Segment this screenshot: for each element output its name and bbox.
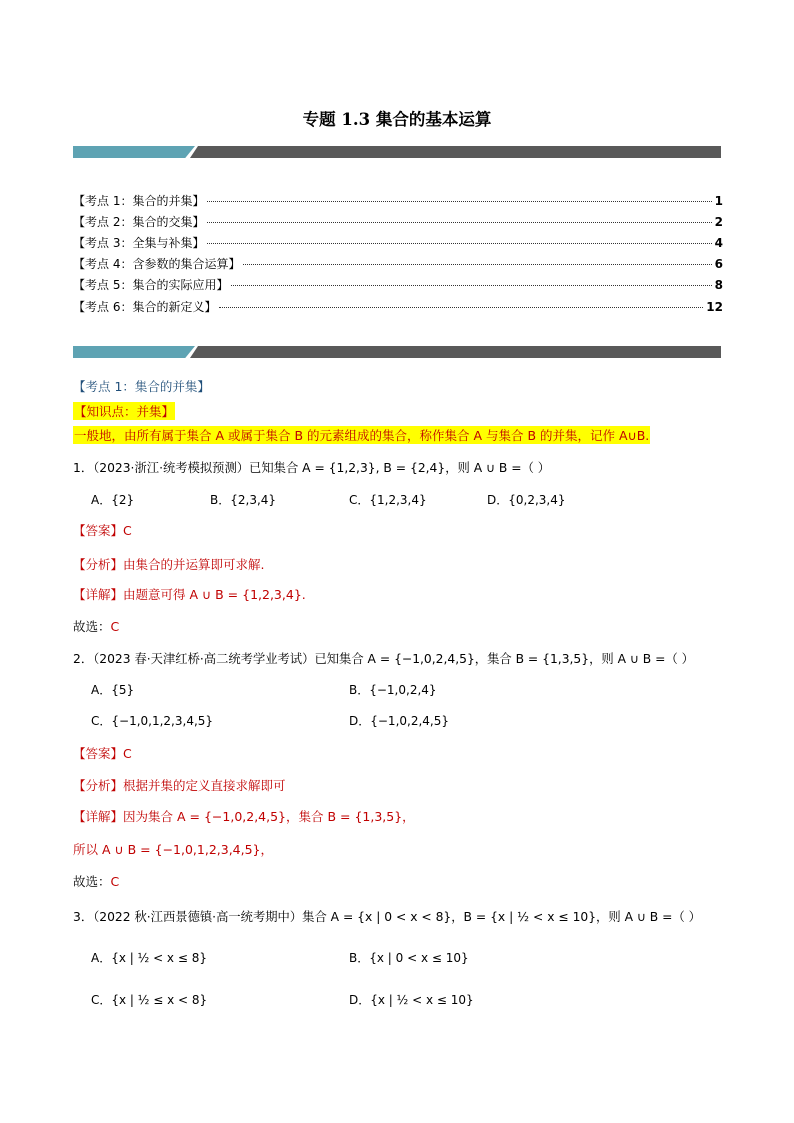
toc-item-label: 【考点 2：集合的交集】 [73, 215, 205, 229]
definition-text: 一般地，由所有属于集合 A 或属于集合 B 的元素组成的集合，称作集合 A 与集合 B 的并集，记作 A∪B. [74, 428, 650, 443]
choose-label: 故选： [73, 874, 111, 889]
toc-item-label: 【考点 4：含参数的集合运算】 [73, 257, 241, 271]
q1-answer: C [123, 523, 132, 538]
toc-item[interactable] [73, 276, 723, 294]
toc-item[interactable] [73, 192, 723, 210]
section-heading: 【考点 1：集合的并集】 [73, 379, 210, 394]
toc-item-label: 【考点 6：集合的新定义】 [73, 300, 217, 314]
choose-label: 故选： [73, 619, 111, 634]
analysis-label: 【分析】 [73, 778, 124, 793]
q1-option-c[interactable]: C．{1,2,3,4} [349, 493, 427, 507]
q1-answer-row [73, 521, 132, 539]
q3-option-b[interactable]: B．{x | 0 < x ≤ 10} [349, 951, 469, 965]
q2-answer-row [73, 744, 132, 762]
divider-bar-section [73, 346, 721, 358]
question-1-stem: 1．（2023·浙江·统考模拟预测）已知集合 A = {1,2,3}, B = {2,4}，则 A ∪ B =（ ） [73, 461, 551, 475]
q2-detail-continued: 所以 A ∪ B = {−1,0,1,2,3,4,5}， [73, 842, 274, 857]
toc-item[interactable] [73, 298, 723, 316]
q1-analysis: 由集合的并运算即可求解. [123, 557, 265, 572]
knowledge-point-label: 【知识点：并集】 [74, 404, 175, 419]
toc-leader [207, 201, 711, 202]
q2-analysis-row [73, 776, 286, 794]
q2-answer: C [123, 746, 132, 761]
toc-item[interactable] [73, 234, 723, 252]
toc-item-label: 【考点 1：集合的并集】 [73, 194, 205, 208]
q1-option-a[interactable]: A．{2} [91, 493, 135, 507]
divider-bar-top [73, 146, 721, 158]
toc-item-label: 【考点 3：全集与补集】 [73, 236, 205, 250]
toc-page-number: 4 [714, 236, 723, 250]
q2-detail: 因为集合 A = {−1,0,2,4,5}，集合 B = {1,3,5}， [123, 809, 415, 824]
q1-detail: 由题意可得 A ∪ B = {1,2,3,4}. [123, 587, 306, 602]
q3-option-d[interactable]: D．{x | ½ < x ≤ 10} [349, 993, 474, 1007]
q2-choose-row [73, 872, 119, 890]
toc-page-number: 1 [714, 194, 723, 208]
divider-teal-segment [73, 146, 195, 158]
toc-leader [207, 243, 711, 244]
toc-item[interactable] [73, 213, 723, 231]
divider-gray-segment [190, 346, 721, 358]
q1-detail-row [73, 585, 306, 603]
q2-choose: C [110, 874, 120, 889]
question-2-stem: 2．（2023 春·天津红桥·高二统考学业考试）已知集合 A = {−1,0,2,4,5}，集合 B = {1,3,5}，则 A ∪ B =（ ） [73, 652, 694, 666]
divider-teal-segment [73, 346, 195, 358]
answer-label: 【答案】 [73, 523, 124, 538]
q1-analysis-row [73, 555, 265, 573]
toc-item-label: 【考点 5：集合的实际应用】 [73, 278, 229, 292]
q2-detail-row [73, 807, 415, 825]
toc-leader [207, 222, 711, 223]
q1-option-d[interactable]: D．{0,2,3,4} [487, 493, 566, 507]
detail-label: 【详解】 [73, 587, 124, 602]
q1-option-b[interactable]: B．{2,3,4} [210, 493, 277, 507]
q2-option-d[interactable]: D．{−1,0,2,4,5} [349, 714, 449, 728]
toc-page-number: 8 [714, 278, 723, 292]
q3-option-a[interactable]: A．{x | ½ < x ≤ 8} [91, 951, 207, 965]
toc-leader [243, 264, 711, 265]
divider-gray-segment [190, 146, 721, 158]
toc-leader [231, 285, 711, 286]
analysis-label: 【分析】 [73, 557, 124, 572]
page-title: 专题 1.3 集合的基本运算 [302, 110, 492, 129]
detail-label: 【详解】 [73, 809, 124, 824]
toc-page-number: 2 [714, 215, 723, 229]
q1-choose: C [110, 619, 120, 634]
answer-label: 【答案】 [73, 746, 124, 761]
q2-option-a[interactable]: A．{5} [91, 683, 135, 697]
q2-analysis: 根据并集的定义直接求解即可 [123, 778, 286, 793]
q2-option-c[interactable]: C．{−1,0,1,2,3,4,5} [91, 714, 214, 728]
q2-option-b[interactable]: B．{−1,0,2,4} [349, 683, 437, 697]
q3-option-c[interactable]: C．{x | ½ ≤ x < 8} [91, 993, 208, 1007]
question-3-stem: 3．（2022 秋·江西景德镇·高一统考期中）集合 A = {x | 0 < x < 8}，B = {x | ½ < x ≤ 10}，则 A ∪ B =（ ） [73, 910, 701, 924]
toc-leader [219, 307, 703, 308]
q1-choose-row [73, 617, 119, 635]
toc-item[interactable] [73, 255, 723, 273]
toc-page-number: 6 [714, 257, 723, 271]
toc-page-number: 12 [706, 300, 723, 314]
